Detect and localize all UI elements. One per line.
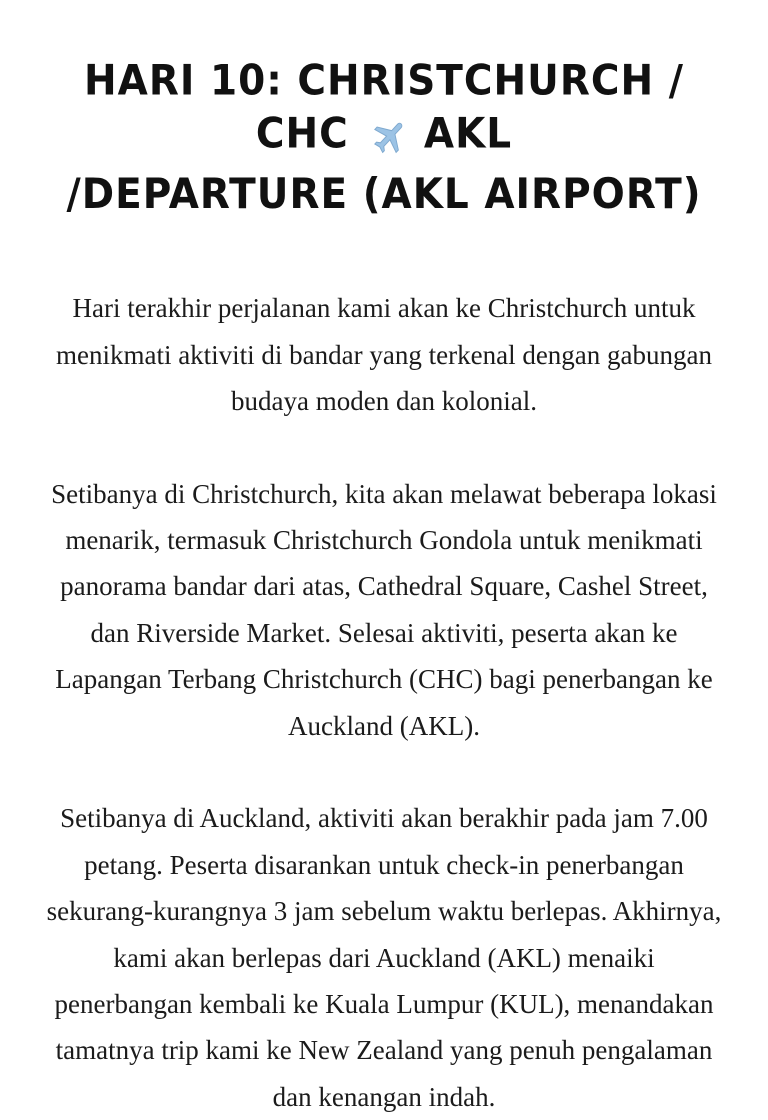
- title-line2: /DEPARTURE (AKL AIRPORT): [66, 169, 702, 219]
- body-text: [34, 285, 734, 1120]
- title-line1-after-icon: AKL: [409, 109, 513, 159]
- paragraph-departure: Setibanya di Auckland, aktiviti akan berakhir pada jam 7.00 petang. Peserta disarankan untuk check-in penerbangan sekurang-kurangnya 3 jam sebelum waktu berlepas. Akhirnya, kami akan berlepas dari Auckland (AKL) menaiki penerbangan kembali ke Kuala Lumpur (KUL), menandakan tamatnya trip kami ke New Zealand yang penuh pengalaman dan kenangan indah.: [46, 803, 722, 1112]
- paragraph-christchurch-activities: Setibanya di Christchurch, kita akan melawat beberapa lokasi menarik, termasuk Christchurch Gondola untuk menikmati panorama bandar dari atas, Cathedral Square, Cashel Street, dan Riverside Market. Selesai aktiviti, peserta akan ke Lapangan Terbang Christchurch (CHC) bagi penerbangan ke Auckland (AKL).: [51, 478, 717, 741]
- title-line1-before-icon: HARI 10: CHRISTCHURCH / CHC: [84, 56, 699, 159]
- paragraph-intro: Hari terakhir perjalanan kami akan ke Christchurch untuk menikmati aktiviti di bandar yang terkenal dengan gabungan budaya moden dan kolonial.: [55, 293, 713, 417]
- page-title: [34, 56, 734, 222]
